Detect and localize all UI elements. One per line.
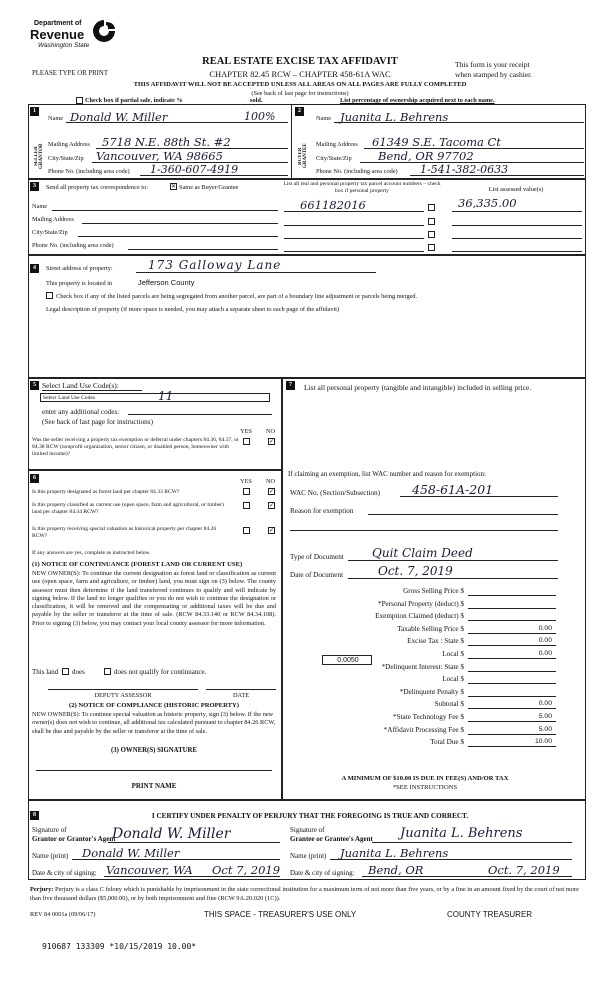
dor-logo-icon [90,18,118,44]
does-label: does [72,668,85,676]
tax-row-label: Local $ [442,650,464,658]
grantee-signature[interactable]: Juanita L. Behrens [400,826,523,841]
partial-sale-label: Check box if partial sale, indicate % [85,97,183,104]
tax-row-label: Subtotal $ [434,700,464,709]
land-use-select[interactable] [40,393,270,402]
perjury-text: Perjury is a class C felony which is punishable by imprisonment in the state correctional institution for a maximum term of not more than five years, or by a fine in an amount fixed by the court of not more than five thousand dollars ($5,000.00), or by both imprisonment and fine (RCW 9A.20.020 (1C)). [30,886,579,902]
current-use-yes-checkbox[interactable] [243,502,250,509]
tax-row-label: *Delinquent Interest: State $ [381,662,464,671]
see-instructions-note: *SEE INSTRUCTIONS [392,784,458,791]
tax-row-label: *State Technology Fee $ [392,713,464,721]
notice-continuance-body: NEW OWNER(S): To continue the current designation as forest land or classification as current use (open space, farm and agriculture, or timber) land, you must sign on (3) below. The county assessor must then determine if the land transferred continues to qualify and will indicate by signing below. If the land no longer qualifies or you do not wish to continue the designation or classification, it will be removed and the compensating or additional taxes will be due and payable by the seller or transferor at the time of sale. (RCW 84.33.140 or RCW 84.34.108). Prior to signing (3) below, you may contact your local county assessor for more information. [32,570,276,627]
tax-row [290,687,560,699]
buyer-mailing[interactable]: 61349 S.E. Tacoma Ct [372,135,501,149]
form-warning: THIS AFFIDAVIT WILL NOT BE ACCEPTED UNLESS ALL AREAS ON ALL PAGES ARE FULLY COMPLETED [133,81,467,88]
tax-row-value[interactable]: 0.00 [538,700,552,708]
land-use-select-text: Select Land Use Codes [43,395,96,401]
tax-row-label: Exemption Claimed (deduct) $ [375,612,464,621]
notice-continuance-title: (1) NOTICE OF CONTINUANCE (FOREST LAND OR CURRENT USE) [32,561,243,568]
tax-row [290,599,560,611]
treasurer-space-label: THIS SPACE - TREASURER'S USE ONLY [204,910,357,919]
deputy-date-label: DATE [232,692,250,699]
historic-yes-checkbox[interactable] [243,527,250,534]
section-5-badge: 5 [30,381,39,390]
buyer-name-label: Name [316,115,332,122]
grantor-date[interactable]: Oct 7, 2019 [212,863,281,877]
seller-city-label: City/State/Zip [48,155,84,162]
deputy-assessor-label: DEPUTY ASSESSOR [94,692,152,699]
this-land-label: This land [32,668,59,676]
certify-statement: I CERTIFY UNDER PENALTY OF PERJURY THAT THE FOREGOING IS TRUE AND CORRECT. [151,812,469,820]
county[interactable]: Jefferson County [138,278,195,287]
does-not-label: does not qualify for continuance. [114,668,207,676]
seller-phone[interactable]: 1-360-607-4919 [150,163,239,176]
s6-no-header: NO [266,478,276,485]
seller-pct[interactable]: 100% [244,110,276,123]
select-land-use-label: Select Land Use Code(s): [42,381,119,390]
tax-row [290,611,560,623]
see-back-note: (See back of last page for instructions) [251,90,349,97]
form-chapter: CHAPTER 82.45 RCW – CHAPTER 458-61A WAC [209,69,391,79]
additional-codes-label: enter any additional codes: [42,408,120,416]
local-rate-box[interactable] [322,655,372,665]
segregated-label: Check box if any of the listed parcels are being segregated from another parcel, are part of a boundary line adjustment or parcels being merged. [56,293,418,300]
doc-date[interactable]: Oct. 7, 2019 [378,564,453,578]
buyer-city[interactable]: Bend, OR 97702 [378,149,474,163]
tax-row-value[interactable]: 5.00 [538,725,552,733]
section-6-badge: 6 [30,474,39,483]
grantee-sig-label-2: Grantee or Grantee's Agent [290,835,373,843]
personal-property-checkbox-3[interactable] [428,231,435,238]
section-4-badge: 4 [30,264,39,273]
seller-mailing-label: Mailing Address [48,141,90,148]
forest-land-question: Is this property designated as forest land per chapter 84.33 RCW? [32,489,180,495]
personal-property-label: List all personal property (tangible and intangible) included in selling price. [304,383,532,392]
notice-compliance-title: (2) NOTICE OF COMPLIANCE (HISTORIC PROPERTY) [69,702,239,709]
exemption-yes-checkbox[interactable] [243,438,250,445]
buyer-phone-label: Phone No. (including area code) [316,168,398,175]
grantee-date-city-label: Date & city of signing: [290,869,355,877]
current-use-question: Is this property classified as current use (open space, farm and agricultural, or timber) land per chapter 84.34 RCW? [32,502,224,515]
ownership-pct-note: List percentage of ownership acquired next to each name. [340,97,495,104]
tax-row-label: Taxable Selling Price $ [397,624,464,633]
grantor-name-print[interactable]: Donald W. Miller [82,846,180,860]
section-2-badge: 2 [295,107,304,116]
same-as-buyer-checkbox[interactable]: ✕ [171,184,177,190]
tax-calc-table [290,586,560,746]
doc-type-label: Type of Document [290,553,344,561]
wac-intro: If claiming an exemption, list WAC number and reason for exemption: [288,470,486,478]
seller-side-label: SELLER GRANTOR [34,143,44,169]
seller-city[interactable]: Vancouver, WA 98665 [96,149,223,163]
logo-text-state: Washington State [38,42,90,49]
doc-date-label: Date of Document [290,571,344,579]
tax-row-label: Local $ [442,675,464,684]
sold-label: sold. [250,97,263,104]
tax-row [290,624,560,636]
current-use-no-checkbox[interactable]: ✓ [269,503,275,509]
tax-row-label: Excise Tax : State $ [407,637,464,646]
grantor-sig-label-1: Signature of [32,826,67,834]
does-checkbox[interactable] [62,668,69,675]
logo-text-department: Department of [34,20,82,27]
tax-row-label: Total Due $ [430,738,464,747]
tax-row [290,586,560,598]
buyer-mailing-label: Mailing Address [316,141,358,148]
s3-mailing-label: Mailing Address [32,216,74,223]
section-4-block [28,255,586,378]
notice-compliance-body: NEW OWNER(S): To continue special valuation as historic property, sign (3) below. If the new owner(s) does not wish to continue, all additional tax calculated pursuant to chapter 84.26 RCW, shall be due and payable by the seller or transferor at the time of sale. [32,711,276,735]
s3-phone-label: Phone No. (including area code) [32,242,114,249]
same-as-buyer-label: Same as Buyer/Grantee [179,184,239,191]
print-name-label: PRINT NAME [131,782,177,790]
grantor-date-city-label: Date & city of signing: [32,869,97,877]
wac-number[interactable]: 458-61A-201 [412,482,494,497]
located-label: This property is located in [46,280,113,287]
assessed-header: List assessed value(s) [488,186,544,193]
segregated-checkbox[interactable] [46,292,53,299]
section-7-badge: 7 [286,381,295,390]
grantor-signature[interactable]: Donald W. Miller [112,826,231,842]
if-yes-note: If any answers are yes, complete as instructed below. [32,550,151,556]
county-treasurer-label: COUNTY TREASURER [447,910,533,919]
s5-no-header: NO [266,428,276,435]
owner-signature-label: (3) OWNER(S) SIGNATURE [111,747,197,754]
historic-question: Is this property receiving special valuation as historical property per chapter 84.26 RCW? [32,526,217,539]
tax-row [290,699,560,711]
s6-yes-header: YES [240,478,252,485]
seller-name-label: Name [48,115,64,122]
forest-yes-checkbox[interactable] [243,488,250,495]
seller-name[interactable]: Donald W. Miller [70,110,168,124]
exemption-no-checkbox[interactable]: ✓ [269,439,275,445]
wac-label: WAC No. (Section/Subsection) [290,489,381,497]
section-8-badge: 8 [30,811,39,820]
form-revision: REV 84 0001a (09/06/17) [30,911,96,918]
grantee-name-print-label: Name (print) [290,852,327,860]
section-3-badge: 3 [30,182,39,191]
parcel-number[interactable]: 661182016 [300,198,366,212]
form-title: REAL ESTATE EXCISE TAX AFFIDAVIT [202,56,398,67]
tax-row [290,712,560,724]
personal-property-checkbox-4[interactable] [428,244,435,251]
reason-label: Reason for exemption [290,507,354,515]
legal-description-label: Legal description of property (if more space is needed, you may attach a separate sheet to each page of the affidavit) [46,306,340,313]
assessed-value[interactable]: 36,335.00 [458,196,517,210]
tax-row-label: *Personal Property (deduct) $ [377,599,464,608]
street-address[interactable]: 173 Galloway Lane [148,258,282,272]
local-rate: 0.0050 [337,657,359,664]
receipt-stamp: 910687 133309 *10/15/2019 10.00* [42,942,197,951]
logo-text-revenue: Revenue [30,27,85,42]
grantee-name-print[interactable]: Juanita L. Behrens [340,846,449,860]
parcel-header: List all real and personal property tax parcel account numbers – check box if personal property [283,181,441,194]
tax-row-value[interactable]: 0.00 [538,650,552,657]
tax-row-label: *Affidavit Processing Fee $ [383,725,464,734]
tax-row-value[interactable]: 0.00 [538,637,552,645]
partial-sale-checkbox[interactable] [76,97,83,104]
street-label: Street address of property: [46,265,113,272]
tax-row-label: *Delinquent Penalty $ [399,687,464,696]
tax-row [290,636,560,648]
doc-type[interactable]: Quit Claim Deed [372,546,473,560]
perjury-label: Perjury: [30,886,54,893]
tax-row [290,725,560,737]
does-not-checkbox[interactable] [104,668,111,675]
buyer-side-label: BUYER GRANTEE [298,143,308,169]
receipt-note-2: when stamped by cashier. [455,70,533,79]
grantee-city[interactable]: Bend, OR [368,863,424,877]
buyer-phone[interactable]: 1-541-382-0633 [420,163,509,176]
exemption-question: Was the seller receiving a property tax exemption or deferral under chapters 84.36, 84.37, or 84.38 RCW (nonprofit organization, senior citizen, or disabled person, homeowner with limited income)? [32,437,239,457]
tax-row [290,674,560,686]
tax-row-value[interactable]: 0.00 [538,624,552,632]
personal-property-checkbox-2[interactable] [428,218,435,225]
send-correspondence-label: Send all property tax correspondence to: [46,184,148,191]
buyer-city-label: City/State/Zip [316,155,352,162]
historic-no-checkbox[interactable]: ✓ [269,528,275,534]
grantor-city[interactable]: Vancouver, WA [106,863,193,877]
dor-logo [30,18,120,58]
grantor-sig-label-2: Grantor or Grantor's Agent [32,835,116,843]
land-use-code[interactable]: 11 [158,389,174,403]
tax-row-value[interactable]: 10.00 [534,738,552,746]
grantor-name-print-label: Name (print) [32,852,69,860]
grantee-date[interactable]: Oct. 7, 2019 [488,863,560,877]
tax-row-value[interactable]: 5.00 [538,713,552,720]
s5-yes-header: YES [240,428,252,435]
please-type: PLEASE TYPE OR PRINT [32,70,108,77]
buyer-name[interactable]: Juanita L. Behrens [340,110,449,124]
s5-see-back: (See back of last page for instructions) [42,418,153,426]
perjury-statement [30,886,586,903]
grantee-sig-label-1: Signature of [290,826,325,834]
seller-mailing[interactable]: 5718 N.E. 88th St. #2 [102,135,231,149]
receipt-note-1: This form is your receipt [455,60,530,69]
section-1-badge: 1 [30,107,39,116]
s3-name-label: Name [32,203,48,210]
tax-row [290,737,560,749]
seller-phone-label: Phone No. (including area code) [48,168,130,175]
tax-row-label: Gross Selling Price $ [403,587,464,595]
seller-buyer-divider [291,104,292,179]
personal-property-checkbox-1[interactable] [428,204,435,211]
s3-city-label: City/State/Zip [32,229,68,236]
minimum-due-note: A MINIMUM OF $10.00 IS DUE IN FEE(S) AND/OR TAX [341,775,509,782]
forest-no-checkbox[interactable]: ✓ [269,489,275,495]
